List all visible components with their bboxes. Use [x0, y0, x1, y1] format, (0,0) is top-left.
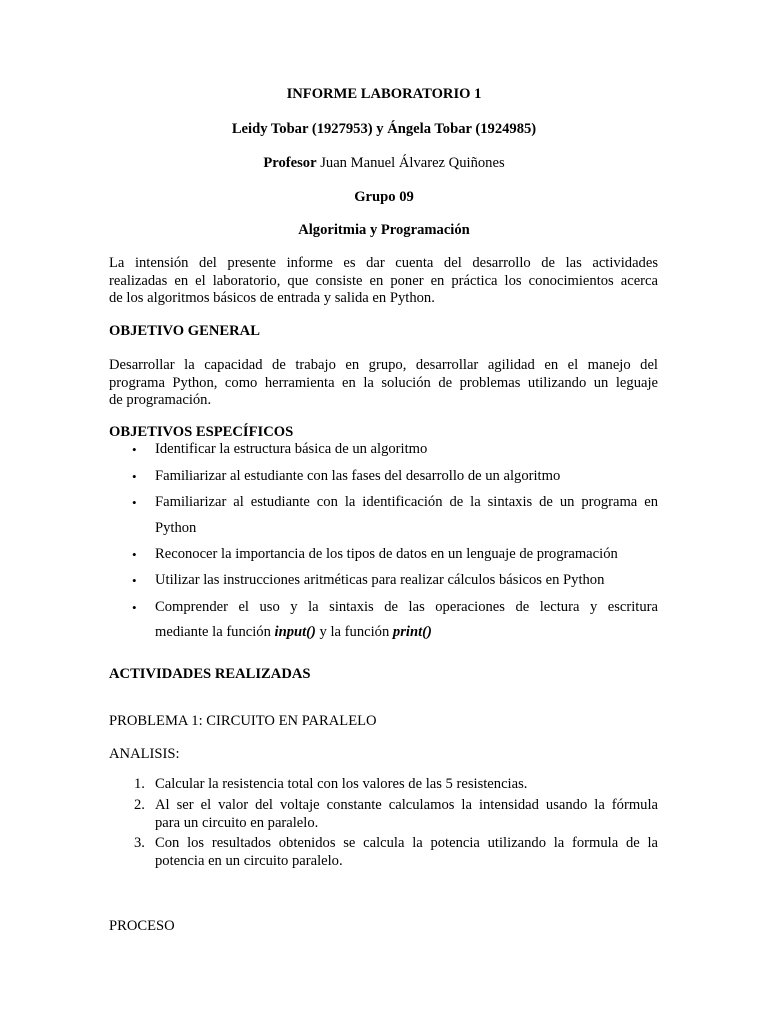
step-line: potencia en un circuito paralelo. — [155, 852, 343, 869]
intro-paragraph — [109, 255, 658, 308]
problem-title: PROBLEMA 1: CIRCUITO EN PARALELO — [109, 713, 377, 729]
bullet-icon: • — [132, 573, 137, 588]
print-function-name: print() — [392, 624, 432, 640]
course-line: Algoritmia y Programación — [298, 222, 470, 238]
objective-item-line: Comprender el uso y la sintaxis de las operaciones de lectura y escritura — [155, 599, 658, 615]
professor-label: Profesor — [263, 155, 317, 171]
professor-line — [0, 155, 768, 173]
intro-line: de los algoritmos básicos de entrada y salida en Python. — [109, 290, 435, 306]
objective-item-line: Familiarizar al estudiante con la identificación de la sintaxis de un programa en — [155, 494, 658, 510]
step-line: Con los resultados obtenidos se calcula la potencia utilizando la formula de la — [155, 835, 658, 851]
group-line: Grupo 09 — [354, 189, 414, 205]
step-text — [155, 835, 658, 870]
input-function-name: input() — [274, 624, 316, 640]
objective-item: Utilizar las instrucciones aritméticas para realizar cálculos básicos en Python — [155, 572, 605, 588]
text-span: mediante la función — [155, 624, 275, 640]
bullet-icon: • — [132, 442, 137, 457]
step-number: 3. — [134, 835, 145, 851]
bullet-icon: • — [132, 547, 137, 562]
actividades-heading: ACTIVIDADES REALIZADAS — [109, 666, 311, 682]
objective-item: Identificar la estructura básica de un algoritmo — [155, 441, 428, 457]
objetivos-especificos-heading: OBJETIVOS ESPECÍFICOS — [109, 424, 294, 440]
objetivo-general-paragraph — [109, 357, 658, 410]
objetivo-general-line: de programación. — [109, 392, 212, 408]
objective-item-continuation: Python — [155, 520, 197, 536]
authors-line: Leidy Tobar (1927953) y Ángela Tobar (1924985) — [231, 121, 537, 137]
intro-line: realizadas en el laboratorio, que consiste en poner en práctica los conocimientos acerca — [109, 272, 658, 289]
step-line: Al ser el valor del voltaje constante calculamos la intensidad usando la fórmula — [155, 797, 658, 813]
objective-item: Familiarizar al estudiante con las fases del desarrollo de un algoritmo — [155, 468, 561, 484]
process-label: PROCESO — [109, 918, 175, 934]
step-line: Calcular la resistencia total con los valores de las 5 resistencias. — [155, 776, 528, 792]
report-title: INFORME LABORATORIO 1 — [286, 86, 482, 102]
step-text — [155, 797, 658, 832]
step-text — [155, 776, 658, 794]
objective-item-continuation — [155, 624, 432, 642]
objetivo-general-line: Desarrollar la capacidad de trabajo en grupo, desarrollar agilidad en el manejo del — [109, 357, 658, 373]
objetivo-general-line: programa Python, como herramienta en la solución de problemas utilizando un leguaje — [109, 374, 658, 391]
step-number: 2. — [134, 797, 145, 813]
intro-line: La intensión del presente informe es dar cuenta del desarrollo de las actividades — [109, 255, 658, 271]
step-line: para un circuito en paralelo. — [155, 814, 319, 831]
analysis-label: ANALISIS: — [109, 746, 180, 762]
objective-item: Reconocer la importancia de los tipos de datos en un lenguaje de programación — [155, 546, 618, 562]
bullet-icon: • — [132, 600, 137, 615]
step-number: 1. — [134, 776, 145, 792]
objective-item — [155, 494, 658, 512]
bullet-icon: • — [132, 469, 137, 484]
bullet-icon: • — [132, 495, 137, 510]
objective-item — [155, 599, 658, 617]
professor-name: Juan Manuel Álvarez Quiñones — [316, 155, 505, 171]
objetivo-general-heading: OBJETIVO GENERAL — [109, 323, 260, 339]
text-span: y la función — [315, 624, 393, 640]
